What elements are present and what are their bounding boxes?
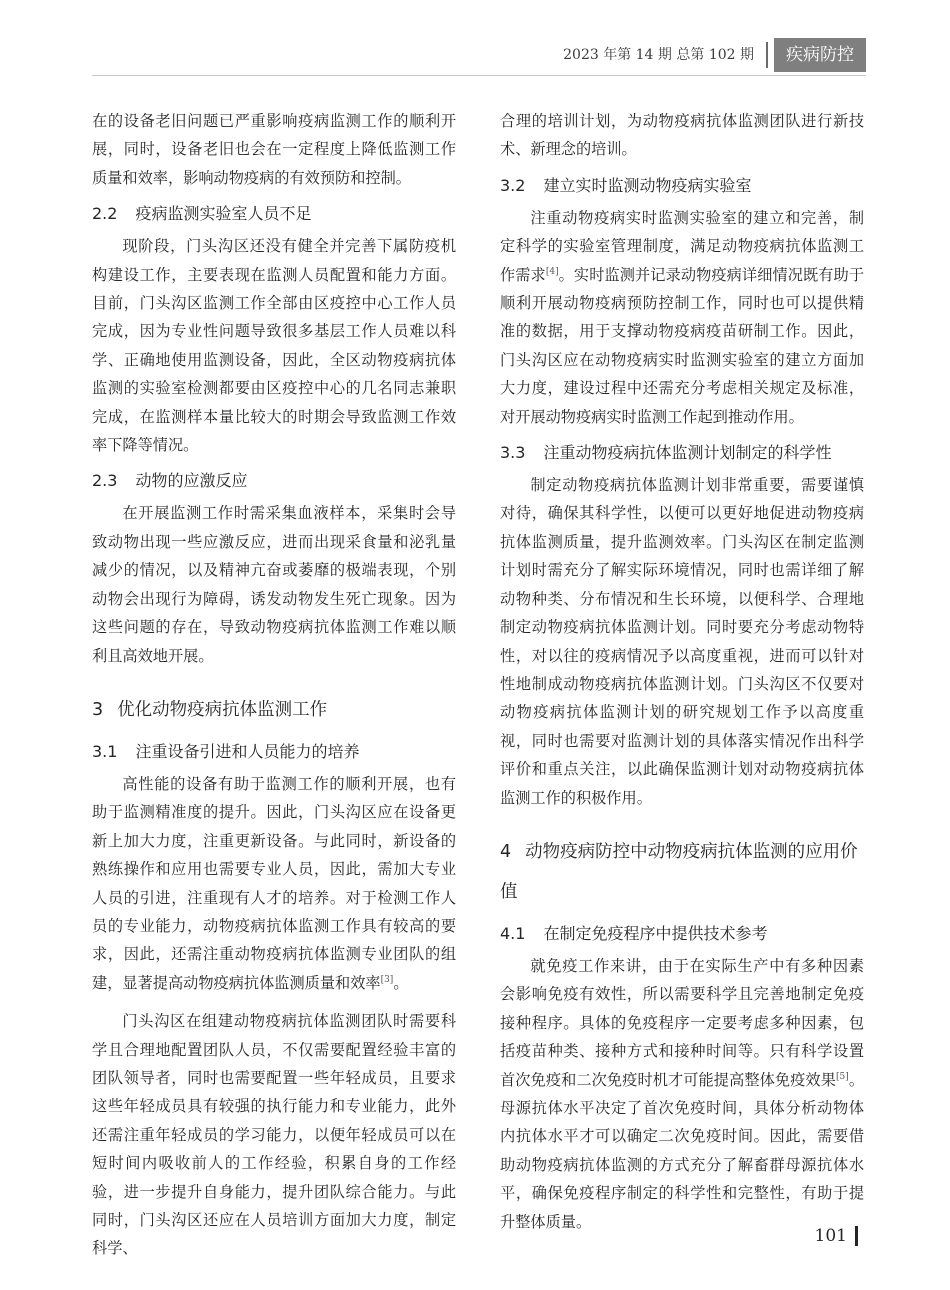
heading-number: 2.2 <box>92 204 118 224</box>
heading-3 <box>92 690 456 730</box>
citation: [3] <box>380 974 394 985</box>
paragraph <box>92 770 456 997</box>
heading-2-3 <box>92 467 456 495</box>
heading-text: 注重动物疫病抗体监测计划制定的科学性 <box>543 443 832 463</box>
heading-2-2 <box>92 200 456 228</box>
page-number: 101 <box>814 1226 847 1246</box>
paragraph: 合理的培训计划，为动物疫病抗体监测团队进行新技术、新理念的培训。 <box>500 112 864 159</box>
right-column <box>500 107 864 1236</box>
page-footer <box>815 1226 858 1246</box>
citation: [5] <box>835 1071 849 1082</box>
citation: [4] <box>545 266 559 277</box>
heading-3-3 <box>500 439 864 467</box>
heading-4-1 <box>500 920 864 948</box>
heading-number: 4 <box>500 841 512 862</box>
running-header <box>563 38 866 72</box>
section-tag: 疾病防控 <box>774 38 866 72</box>
heading-4 <box>500 832 864 912</box>
heading-number: 3.3 <box>500 443 526 463</box>
heading-number: 3.1 <box>92 741 118 761</box>
paragraph: 制定动物疫病抗体监测计划非常重要，需要谨慎对待，确保其科学性，以便可以更好地促进动物疫病抗体监测质量，提升监测效率。门头沟区在制定监测计划时需充分了解实际环境情况，同时也需详细了解动物种类、分布情况和生长环境，以便科学、合理地制定动物疫病抗体监测计划。同时要充分考虑动物特性，对以往的疫病情况予以高度重视，进而可以针对性地制成动物疫病抗体监测计划。门头沟区不仅要对动物疫病抗体监测计划的研究规划工作予以高度重视，同时也需要对监测计划的具体落实情况作出科学评价和重点关注，以此确保监测计划对动物疫病抗体监测工作的积极作用。 <box>500 476 864 807</box>
heading-text: 建立实时监测动物疫病实验室 <box>543 175 752 195</box>
paragraph: 现阶段，门头沟区还没有健全并完善下属防疫机构建设工作，主要表现在监测人员配置和能力方面。目前，门头沟区监测工作全部由区疫控中心工作人员完成，因为专业性问题导致很多基层工作人员难以科学、正确地使用监测设备，因此，全区动物疫病抗体监测的实验室检测都要由区疫控中心的几名同志兼职完成，在监测样本量比较大的时期会导致监测工作效率下降等情况。 <box>92 237 456 455</box>
paragraph-text: 注重动物疫病实时监测实验室的建立和完善，制定科学的实验室管理制度，满足动物疫病抗体监测工作需求 <box>500 208 864 284</box>
page-number-bar <box>855 1226 858 1246</box>
header-divider <box>766 42 768 68</box>
heading-text: 动物的应激反应 <box>135 471 248 491</box>
issue-info: 2023 年第 14 期 总第 102 期 <box>563 47 754 63</box>
paragraph <box>500 952 864 1236</box>
paragraph <box>500 204 864 431</box>
paragraph-text: 高性能的设备有助于监测工作的顺利开展，也有助于监测精准度的提升。因此，门头沟区应在设备更新上加大力度，注重更新设备。与此同时，新设备的熟练操作和应用也需要专业人员，因此，需加大专业人员的引进，注重现有人才的培养。对于检测工作人员的专业能力，动物疫病抗体监测工作具有较高的要求，因此，还需注重动物疫病抗体监测专业团队的组建，显著提高动物疫病抗体监测质量和效率 <box>92 774 456 992</box>
heading-number: 4.1 <box>500 923 526 943</box>
heading-text: 注重设备引进和人员能力的培养 <box>135 741 360 761</box>
heading-text: 在制定免疫程序中提供技术参考 <box>543 923 768 943</box>
heading-text: 动物疫病防控中动物疫病抗体监测的应用价值 <box>500 841 858 902</box>
paragraph-text: 。实时监测并记录动物疫病详细情况既有助于顺利开展动物疫病预防控制工作，同时也可以提供精准的数据，用于支撑动物疫病疫苗研制工作。因此，门头沟区应在动物疫病实时监测实验室的建立方面加大力度，建设过程中还需充分考虑相关规定及标准，对开展动物疫病实时监测工作起到推动作用。 <box>500 265 865 426</box>
heading-number: 3 <box>92 699 104 720</box>
left-column <box>92 107 456 1263</box>
paragraph: 在开展监测工作时需采集血液样本，采集时会导致动物出现一些应激反应，进而出现采食量和泌乳量减少的情况，以及精神亢奋或萎靡的极端表现，个别动物会出现行为障碍，诱发动物发生死亡现象。因为这些问题的存在，导致动物疫病抗体监测工作难以顺利且高效地开展。 <box>92 504 456 665</box>
paragraph-text: 就免疫工作来讲，由于在实际生产中有多种因素会影响免疫有效性，所以需要科学且完善地制定免疫接种程序。具体的免疫程序一定要考虑多种因素，包括疫苗种类、接种方式和接种时间等。只有科学设置首次免疫和二次免疫时机才可能提高整体免疫效果 <box>500 956 864 1089</box>
heading-number: 2.3 <box>92 471 118 491</box>
heading-text: 疫病监测实验室人员不足 <box>135 204 312 224</box>
paragraph: 在的设备老旧问题已严重影响疫病监测工作的顺利开展，同时，设备老旧也会在一定程度上降低监测工作质量和效率，影响动物疫病的有效预防和控制。 <box>92 112 456 187</box>
paragraph-text: 。母源抗体水平决定了首次免疫时间，具体分析动物体内抗体水平才可以确定二次免疫时间。因此，需要借助动物疫病抗体监测的方式充分了解畜群母源抗体水平，确保免疫程序制定的科学性和完整性，有助于提升整体质量。 <box>500 1070 865 1231</box>
heading-number: 3.2 <box>500 175 526 195</box>
paragraph-text: 。 <box>393 973 409 992</box>
paragraph: 门头沟区在组建动物疫病抗体监测团队时需要科学且合理地配置团队人员，不仅需要配置经验丰富的团队领导者，同时也需要配置一些年轻成员，且要求这些年轻成员具有较强的执行能力和专业能力，此外还需注重年轻成员的学习能力，以便年轻成员可以在短时间内吸收前人的工作经验，积累自身的工作经验，进一步提升自身能力，提升团队综合能力。与此同时，门头沟区还应在人员培训方面加大力度，制定科学、 <box>92 1012 456 1258</box>
heading-text: 优化动物疫病抗体监测工作 <box>117 699 328 720</box>
header-rule <box>92 75 866 76</box>
heading-3-1 <box>92 738 456 766</box>
heading-3-2 <box>500 172 864 200</box>
